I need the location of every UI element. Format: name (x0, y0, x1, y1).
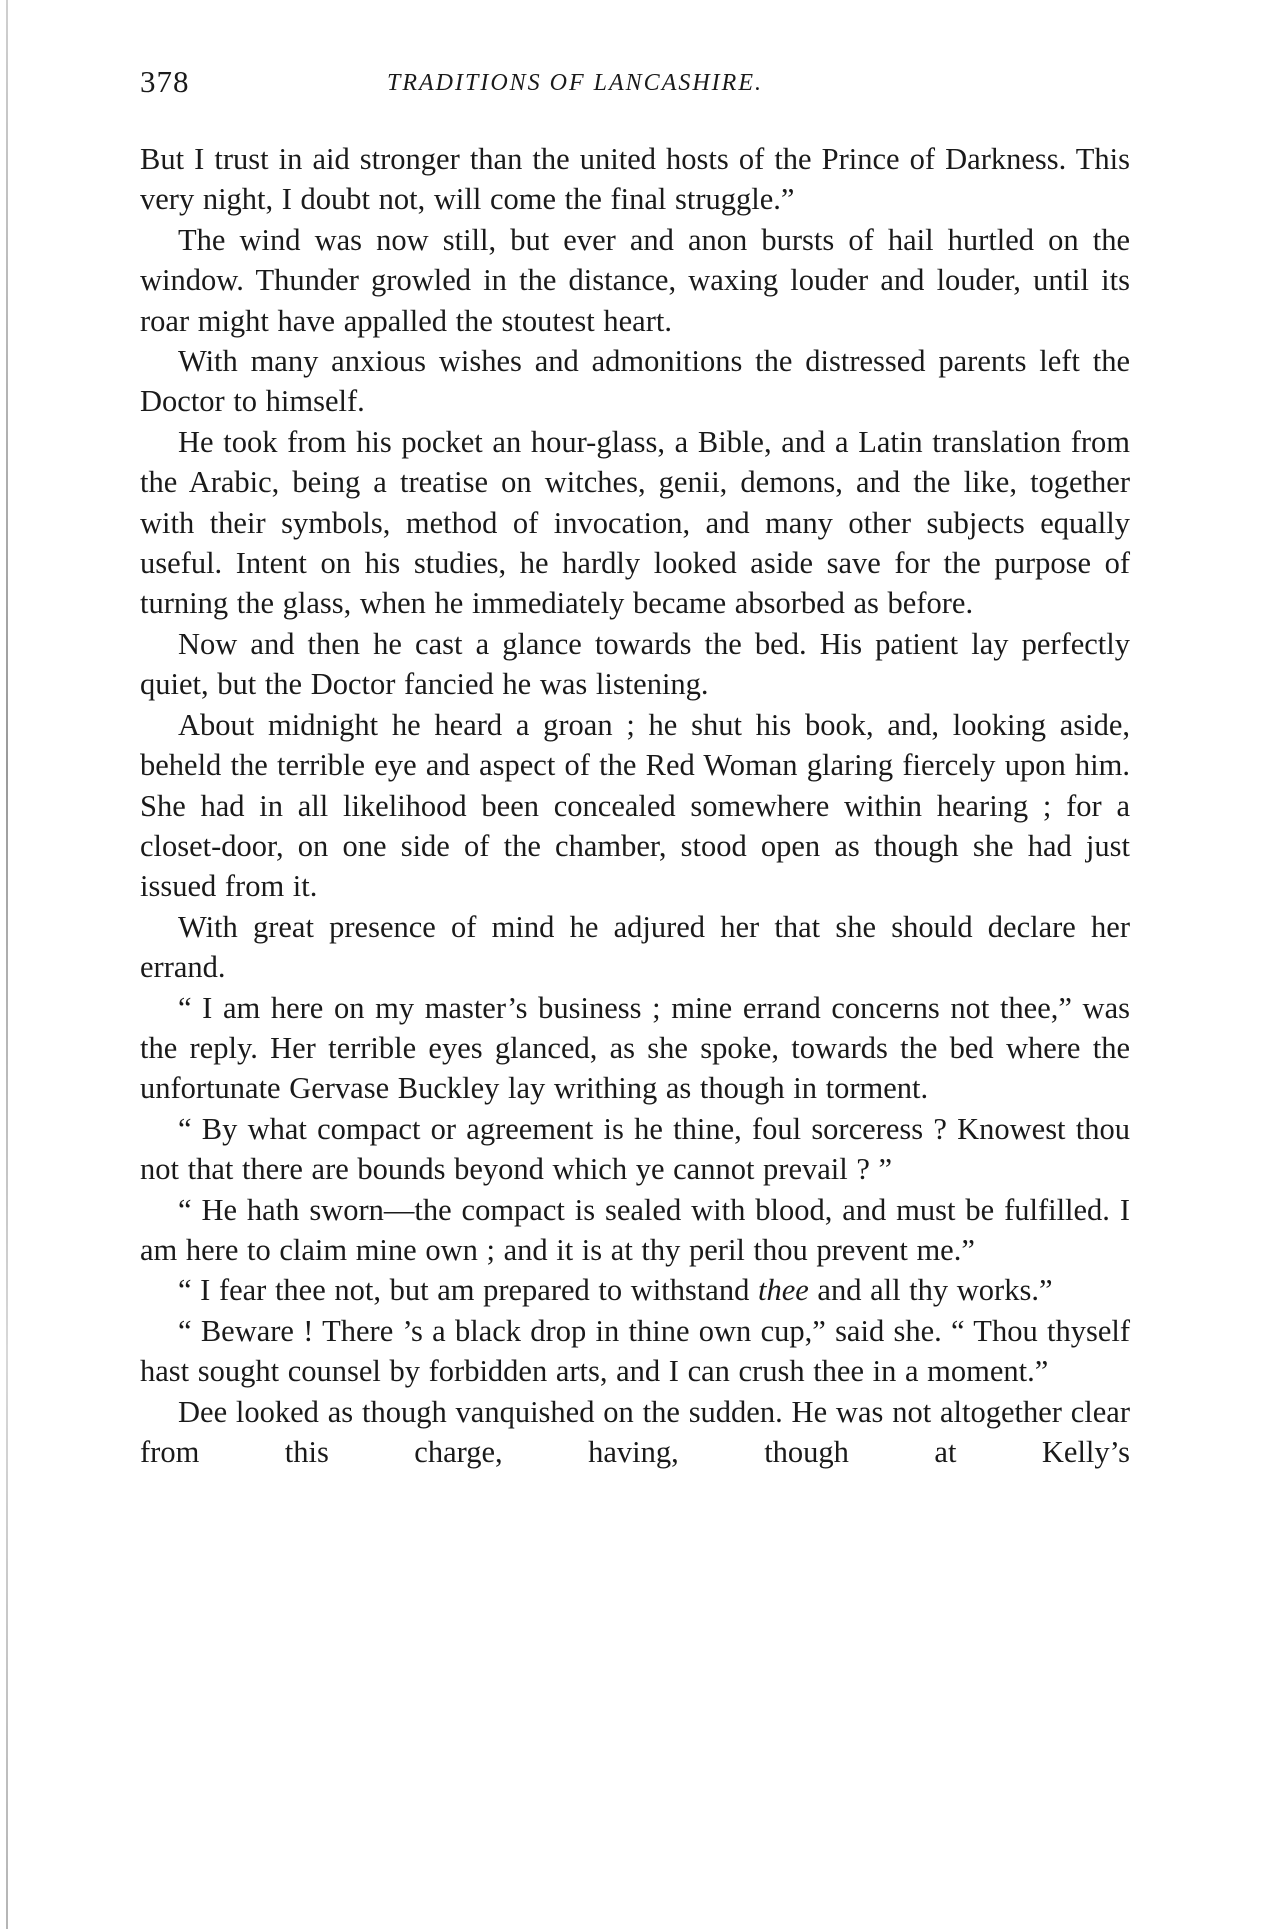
paragraph-5: Now and then he cast a glance towards the bed. His patient lay perfectly quiet, but the Doctor fancied he was listening. (140, 626, 1130, 702)
running-head (140, 64, 1130, 114)
paragraph-9: “ By what compact or agreement is he thine, foul sorceress ? Knowest thou not that there are bounds beyond which ye cannot prevail ? ” (140, 1111, 1130, 1187)
paragraph-12: “ Beware ! There ’s a black drop in thine own cup,” said she. “ Thou thyself hast sought counsel by forbidden arts, and I can crush thee in a moment.” (140, 1313, 1130, 1389)
paragraph-11-before: “ I fear thee not, but am prepared to withstand (178, 1273, 758, 1308)
paragraph-10: “ He hath sworn—the compact is sealed with blood, and must be fulfilled. I am here to claim mine own ; and it is at thy peril thou prevent me.” (140, 1192, 1130, 1267)
paragraph-2: The wind was now still, but ever and anon bursts of hail hurtled on the window. Thunder growled in the distance, waxing louder and louder, until its roar might have appalled the stoutest heart. (140, 222, 1130, 338)
running-title: TRADITIONS OF LANCASHIRE. (387, 70, 763, 96)
paragraph-4: He took from his pocket an hour-glass, a Bible, and a Latin translation from the Arabic, being a treatise on witches, genii, demons, and the like, together with their symbols, method of invocation, and many other subjects equally useful. Intent on his studies, he hardly looked aside save for the purpose of turning the glass, when he immediately became absorbed as before. (140, 424, 1130, 621)
page-number: 378 (140, 64, 190, 99)
paragraph-7: With great presence of mind he adjured her that she should declare her errand. (140, 909, 1130, 985)
paragraph-8: “ I am here on my master’s business ; mine errand concerns not thee,” was the reply. Her terrible eyes glanced, as she spoke, towards the bed where the unfortunate Gervase Buckley lay writhing as though in torment. (140, 990, 1130, 1106)
paragraph-3: With many anxious wishes and admonitions the distressed parents left the Doctor to himself. (140, 344, 1130, 419)
page-scan-edge (6, 0, 8, 1929)
paragraph-1: But I trust in aid stronger than the united hosts of the Prince of Darkness. This very night, I doubt not, will come the final struggle.” (140, 142, 1130, 217)
paragraph-11-after: and all thy works.” (808, 1273, 1053, 1308)
paragraph-13: Dee looked as though vanquished on the sudden. He was not altogether clear from this charge, having, though at Kelly’s (140, 1394, 1130, 1469)
emphasis-thee: thee (757, 1273, 809, 1308)
paragraph-11 (140, 1270, 1130, 1310)
paragraph-6: About midnight he heard a groan ; he shut his book, and, looking aside, beheld the terrible eye and aspect of the Red Woman glaring fiercely upon him. She had in all likelihood been concealed somewhere within hearing ; for a closet-door, on one side of the chamber, stood open as though she had just issued from it. (140, 707, 1130, 904)
body-text (140, 139, 1130, 1472)
